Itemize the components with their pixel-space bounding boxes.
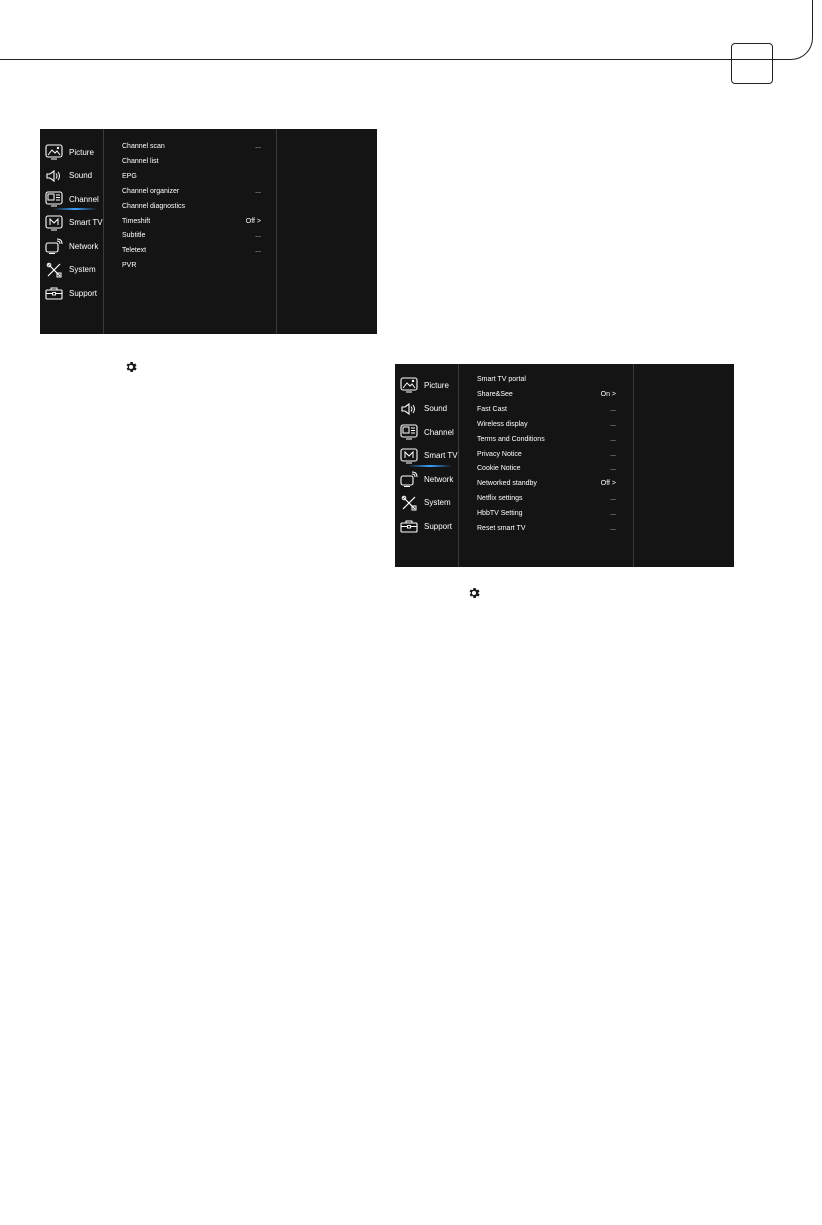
sidebar-item-network[interactable] (45, 236, 98, 256)
sidebar-item-network[interactable] (400, 469, 453, 489)
menu-item-networked-standby[interactable] (477, 478, 616, 490)
network-icon (400, 471, 418, 487)
sidebar-item-label: Support (69, 288, 98, 298)
network-icon (45, 238, 63, 254)
menu-item-label: Cookie Notice (477, 465, 521, 473)
speaker-icon (45, 168, 63, 184)
menu-item-label: Privacy Notice (477, 450, 522, 458)
menu-item-label: Netflix settings (477, 495, 523, 503)
sidebar-item-label: Support (424, 521, 453, 531)
picture-icon (45, 144, 63, 160)
detail-panel (276, 129, 377, 334)
menu-item-reset-smart-tv[interactable] (477, 523, 616, 535)
menu-item-label: Reset smart TV (477, 525, 526, 532)
support-toolbox-icon (45, 285, 63, 301)
menu-item-timeshift[interactable] (122, 216, 261, 228)
menu-item-label: Networked standby (477, 480, 537, 488)
sidebar-item-system[interactable] (45, 260, 96, 280)
menu-item-label: Smart TV portal (477, 376, 526, 383)
menu-item-label: Channel organizer (122, 187, 180, 195)
menu-item-value: ... (610, 510, 616, 518)
menu-item-label: Channel diagnostics (122, 202, 186, 210)
settings-sidebar (395, 364, 459, 567)
menu-item-value: ... (610, 465, 616, 473)
sidebar-item-picture[interactable] (400, 375, 449, 395)
menu-item-channel-diagnostics[interactable] (122, 201, 261, 213)
menu-item-label: PVR (122, 262, 137, 270)
page-number-box (731, 43, 773, 84)
sidebar-item-picture[interactable] (45, 142, 94, 162)
sidebar-item-label: Picture (424, 380, 449, 390)
sidebar-item-label: Sound (69, 171, 93, 180)
sidebar-item-label: Network (424, 474, 454, 484)
menu-item-value: ... (610, 405, 616, 413)
menu-item-label: Teletext (122, 247, 147, 255)
selection-highlight (53, 208, 97, 210)
menu-item-value: ... (255, 187, 261, 195)
sidebar-item-channel[interactable] (45, 189, 99, 209)
menu-item-netflix-settings[interactable] (477, 493, 616, 505)
gear-icon (467, 586, 481, 600)
menu-item-pvr[interactable] (122, 260, 261, 272)
sidebar-item-support[interactable] (45, 283, 97, 303)
tv-screen-channel-menu (40, 129, 377, 334)
menu-item-epg[interactable] (122, 171, 261, 183)
sidebar-item-label: Picture (69, 147, 94, 157)
menu-item-label: HbbTV Setting (477, 510, 523, 518)
menu-item-value: ... (255, 143, 261, 150)
menu-item-value: ... (610, 450, 616, 458)
page-border (0, 0, 813, 60)
settings-sidebar (40, 129, 104, 334)
sidebar-item-label: Channel (424, 427, 454, 437)
channel-icon (400, 424, 418, 440)
sidebar-item-label: System (424, 498, 451, 507)
sidebar-item-label: Network (69, 241, 99, 251)
sidebar-item-smart-tv[interactable] (400, 446, 458, 466)
menu-item-share-see[interactable] (477, 389, 616, 401)
sidebar-item-label: Smart TV (69, 218, 103, 227)
menu-item-value: ... (610, 525, 616, 532)
smart-tv-icon (45, 215, 63, 231)
sidebar-item-label: Smart TV (424, 451, 458, 460)
sidebar-item-channel[interactable] (400, 422, 454, 442)
system-tools-icon (45, 262, 63, 278)
menu-item-terms-and-conditions[interactable] (477, 434, 616, 446)
menu-item-value: Off > (245, 217, 261, 225)
sidebar-item-label: Channel (69, 194, 99, 204)
menu-item-channel-organizer[interactable] (122, 186, 261, 198)
channel-icon (45, 191, 63, 207)
sidebar-item-sound[interactable] (400, 399, 447, 419)
sidebar-item-system[interactable] (400, 493, 451, 513)
menu-item-label: Share&See (477, 390, 513, 398)
support-toolbox-icon (400, 518, 418, 534)
menu-item-cookie-notice[interactable] (477, 463, 616, 475)
gear-icon (124, 360, 138, 374)
menu-item-wireless-display[interactable] (477, 419, 616, 431)
menu-item-label: EPG (122, 172, 137, 180)
menu-item-fast-cast[interactable] (477, 404, 616, 416)
detail-panel (633, 364, 734, 567)
menu-item-label: Subtitle (122, 232, 146, 240)
sidebar-item-support[interactable] (400, 516, 452, 536)
sidebar-item-label: Sound (424, 404, 448, 413)
menu-item-label: Wireless display (477, 420, 528, 428)
menu-item-smart-tv-portal[interactable] (477, 374, 616, 386)
speaker-icon (400, 401, 418, 417)
menu-item-value: ... (255, 232, 261, 240)
menu-item-label: Terms and Conditions (477, 435, 545, 443)
system-tools-icon (400, 495, 418, 511)
sidebar-item-smart-tv[interactable] (45, 213, 103, 233)
menu-item-label: Channel list (122, 157, 159, 165)
menu-item-value: On > (600, 390, 616, 398)
picture-icon (400, 377, 418, 393)
menu-item-label: Timeshift (122, 217, 151, 225)
sidebar-item-label: System (69, 265, 96, 274)
menu-item-label: Channel scan (122, 143, 165, 150)
menu-item-value: ... (610, 420, 616, 428)
menu-item-channel-list[interactable] (122, 156, 261, 168)
menu-item-teletext[interactable] (122, 245, 261, 257)
menu-item-value: ... (610, 495, 616, 503)
smart-tv-icon (400, 448, 418, 464)
menu-item-value: ... (610, 435, 616, 443)
menu-item-value: ... (255, 247, 261, 255)
menu-item-channel-scan[interactable] (122, 141, 261, 153)
menu-item-hbbtv-setting[interactable] (477, 508, 616, 520)
menu-item-label: Fast Cast (477, 405, 507, 413)
menu-item-subtitle[interactable] (122, 230, 261, 242)
sidebar-item-sound[interactable] (45, 166, 92, 186)
menu-item-value: Off > (600, 480, 616, 488)
tv-screen-smart-tv-menu (395, 364, 734, 567)
menu-item-privacy-notice[interactable] (477, 449, 616, 461)
selection-highlight (408, 465, 452, 467)
